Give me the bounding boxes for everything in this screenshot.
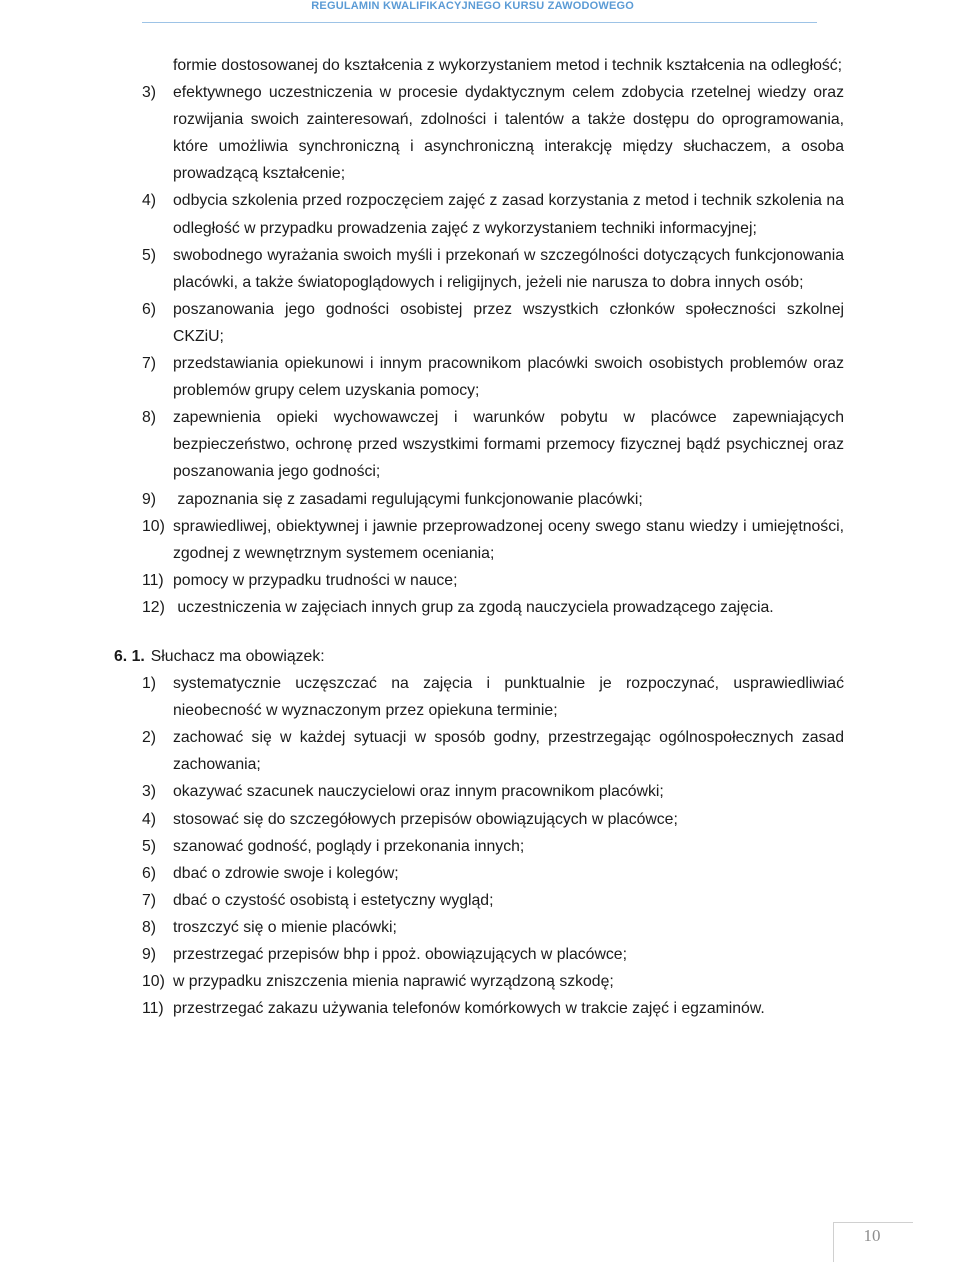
section-heading-text: Słuchacz ma obowiązek:	[150, 647, 325, 665]
list-item-text: zapewnienia opieki wychowawczej i warunków pobytu w placówce zapewniających bezpieczeństwo, ochronę przed wszystkimi formami przemocy fizycznej bądź psychicznej oraz poszanowania jego godności;	[173, 409, 849, 481]
list-item-number: 9)	[142, 490, 157, 508]
list-item	[142, 513, 849, 567]
list-item	[142, 914, 844, 941]
list-item	[142, 187, 849, 241]
list-item-text: dbać o zdrowie swoje i kolegów;	[173, 864, 399, 882]
list-item-text: pomocy w przypadku trudności w nauce;	[173, 571, 458, 589]
list-item	[142, 242, 849, 296]
rights-list	[142, 79, 849, 621]
list-item-number: 4)	[142, 810, 157, 828]
list-item-number: 8)	[142, 409, 157, 427]
page-number: 10	[863, 1226, 881, 1245]
list-item-number: 3)	[142, 84, 157, 102]
list-item-number: 7)	[142, 355, 157, 373]
list-item-number: 1)	[142, 675, 157, 693]
list-item-text: zachować się w każdej sytuacji w sposób godny, przestrzegając ogólnospołecznych zasad zachowania;	[173, 729, 849, 774]
list-item-number: 5)	[142, 246, 157, 264]
list-item	[142, 670, 849, 724]
list-item-number: 11)	[142, 571, 164, 589]
running-header: REGULAMIN KWALIFIKACYJNEGO KURSU ZAWODOWEGO	[311, 0, 634, 12]
list-item-text: przestrzegać zakazu używania telefonów komórkowych w trakcie zajęć i egzaminów.	[173, 1000, 765, 1018]
list-item	[142, 887, 844, 914]
section-heading	[114, 643, 816, 670]
list-item-text: przedstawiania opiekunowi i innym pracownikom placówki swoich osobistych problemów oraz problemów grupy celem uzyskania pomocy;	[173, 355, 849, 400]
list-item-number: 10)	[142, 973, 165, 991]
list-item	[142, 806, 844, 833]
list-item	[142, 724, 849, 778]
list-item-text: okazywać szacunek nauczycielowi oraz innym pracownikom placówki;	[173, 783, 664, 801]
section-number: 6. 1.	[114, 647, 145, 665]
list-item-text: dbać o czystość osobistą i estetyczny wygląd;	[173, 891, 494, 909]
list-item-number: 11)	[142, 1000, 164, 1018]
list-item	[142, 567, 844, 594]
list-item	[142, 486, 844, 513]
list-item-text: przestrzegać przepisów bhp i ppoż. obowiązujących w placówce;	[173, 946, 627, 963]
list-item	[142, 968, 844, 995]
list-item-number: 7)	[142, 891, 157, 909]
list-item	[142, 350, 849, 404]
list-item-number: 5)	[142, 837, 157, 855]
list-item-number: 6)	[142, 864, 157, 882]
list-item-number: 10)	[142, 517, 165, 535]
header-divider	[142, 22, 817, 23]
list-item-number: 9)	[142, 946, 157, 963]
list-item-text: stosować się do szczegółowych przepisów obowiązujących w placówce;	[173, 810, 678, 828]
list-item	[142, 594, 844, 621]
list-item-number: 2)	[142, 729, 157, 747]
list-item-text: poszanowania jego godności osobistej przez wszystkich członków społeczności szkolnej CKZiU;	[173, 300, 849, 345]
list-item	[142, 778, 844, 805]
list-item-number: 3)	[142, 783, 157, 801]
list-item	[142, 995, 844, 1022]
list-item-text: troszczyć się o mienie placówki;	[173, 918, 397, 936]
list-item-text: w przypadku zniszczenia mienia naprawić wyrządzoną szkodę;	[173, 973, 614, 991]
list-item	[142, 79, 849, 187]
list-item-text: swobodnego wyrażania swoich myśli i przekonań w szczególności dotyczących funkcjonowania placówki, a także światopoglądowych i religijnych, jeżeli nie narusza to dobra innych osób;	[173, 246, 849, 291]
list-item	[142, 833, 844, 860]
list-item-text: zapoznania się z zasadami regulującymi funkcjonowanie placówki;	[173, 490, 643, 508]
continuation-paragraph: formie dostosowanej do kształcenia z wykorzystaniem metod i technik kształcenia na odległość;	[173, 57, 843, 74]
list-item-text: odbycia szkolenia przed rozpoczęciem zajęć z zasad korzystania z metod i technik szkolenia na odległość w przypadku prowadzenia zajęć z wykorzystaniem techniki informacyjnej;	[173, 192, 849, 237]
list-item-number: 6)	[142, 300, 157, 318]
list-item-text: efektywnego uczestniczenia w procesie dydaktycznym celem zdobycia rzetelnej wiedzy oraz rozwijania swoich zainteresowań, zdolności i talentów a także dostępu do oprogramowania, które umożliwia synchroniczną i asynchroniczną interakcję między słuchaczem, a osoba prowadzącą kształcenie;	[173, 84, 849, 183]
list-item	[142, 860, 844, 887]
list-item-text: szanować godność, poglądy i przekonania innych;	[173, 837, 525, 855]
list-item	[142, 404, 849, 485]
duties-list	[142, 670, 849, 1022]
list-item-text: uczestniczenia w zajęciach innych grup za zgodą nauczyciela prowadzącego zajęcia.	[173, 598, 774, 616]
list-item	[142, 941, 844, 968]
document-body	[114, 52, 849, 1022]
list-item-number: 12)	[142, 598, 165, 616]
list-item-text: sprawiedliwej, obiektywnej i jawnie przeprowadzonej oceny swego stanu wiedzy i umiejętności, zgodnej z wewnętrznym systemem oceniania;	[173, 517, 849, 562]
list-item-text: systematycznie uczęszczać na zajęcia i punktualnie je rozpoczynać, usprawiedliwiać nieobecność w wyznaczonym przez opiekuna terminie;	[173, 675, 849, 720]
list-item	[142, 296, 849, 350]
list-item-number: 8)	[142, 918, 157, 936]
list-item-number: 4)	[142, 192, 157, 210]
